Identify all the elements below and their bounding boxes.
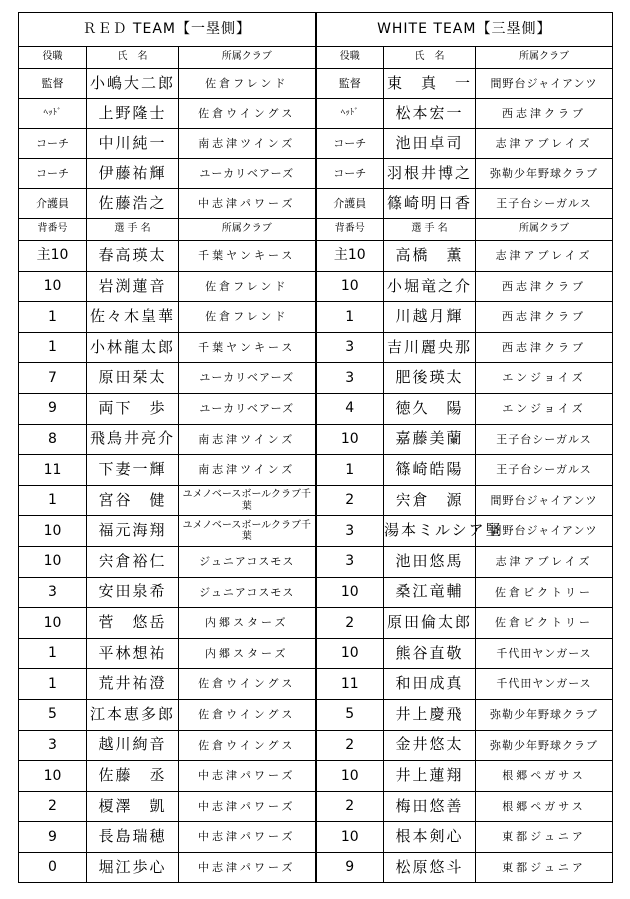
white-staff-role: ﾍｯﾄﾞ [316, 99, 384, 129]
staff-row [19, 159, 613, 189]
white-name-header: 氏 名 [384, 47, 476, 69]
red-player-number: 5 [19, 699, 87, 730]
red-staff-club: 佐倉フレンド [179, 69, 316, 99]
white-staff-name: 東 真 一 [384, 69, 476, 99]
red-player-number: 10 [19, 271, 87, 302]
red-player-name: 春高瑛太 [87, 241, 179, 272]
red-player-number: 10 [19, 546, 87, 577]
white-player-name: 原田倫太郎 [384, 608, 476, 639]
red-staff-club: 南志津ツインズ [179, 129, 316, 159]
player-row [19, 241, 613, 272]
red-team-title: ＲＥＤ TEAM【一塁側】 [19, 13, 316, 47]
staff-header-row [19, 47, 613, 69]
white-player-name: 根本剣心 [384, 822, 476, 853]
white-player-number: 2 [316, 730, 384, 761]
red-staff-role: 介護員 [19, 189, 87, 219]
white-player-name: 金井悠太 [384, 730, 476, 761]
red-player-name: 江本恵多郎 [87, 699, 179, 730]
red-player-name: 小林龍太郎 [87, 332, 179, 363]
staff-row [19, 99, 613, 129]
red-number-header: 背番号 [19, 219, 87, 241]
roster-table [18, 12, 613, 883]
white-player-name: 高橋 薫 [384, 241, 476, 272]
red-player-club: ユメノベースボールクラブ千葉 [179, 485, 316, 516]
red-player-number: 1 [19, 638, 87, 669]
red-player-number: 2 [19, 791, 87, 822]
white-player-club: 間野台ジャイアンツ [476, 485, 613, 516]
red-player-club: 佐倉ウイングス [179, 669, 316, 700]
white-player-name: 吉川麗央那 [384, 332, 476, 363]
red-staff-name: 中川純一 [87, 129, 179, 159]
player-row [19, 485, 613, 516]
white-player-club: 千代田ヤンガース [476, 669, 613, 700]
red-player-name: 榎澤 凱 [87, 791, 179, 822]
red-player-club: 佐倉ウイングス [179, 730, 316, 761]
white-player-club: 志津アブレイズ [476, 241, 613, 272]
white-player-number: 2 [316, 485, 384, 516]
player-row [19, 516, 613, 547]
white-player-club: 東都ジュニア [476, 852, 613, 883]
red-player-name: 岩渕蓮音 [87, 271, 179, 302]
white-player-club: 王子台シーガルス [476, 455, 613, 486]
red-player-club: 南志津ツインズ [179, 424, 316, 455]
white-player-number: 3 [316, 332, 384, 363]
red-staff-club: 中志津パワーズ [179, 189, 316, 219]
white-player-club: 西志津クラブ [476, 332, 613, 363]
white-staff-club: 間野台ジャイアンツ [476, 69, 613, 99]
red-player-number: 9 [19, 822, 87, 853]
white-player-club: 千代田ヤンガース [476, 638, 613, 669]
white-player-club: 間野台ジャイアンツ [476, 516, 613, 547]
red-player-club: 佐倉フレンド [179, 271, 316, 302]
red-player-name: 下妻一輝 [87, 455, 179, 486]
red-player-name: 安田泉希 [87, 577, 179, 608]
player-row [19, 638, 613, 669]
white-player-club: 根郷ペガサス [476, 761, 613, 792]
white-player-club: 王子台シーガルス [476, 424, 613, 455]
red-player-number: 1 [19, 332, 87, 363]
red-player-number: 1 [19, 669, 87, 700]
white-player-club: 東都ジュニア [476, 822, 613, 853]
player-row [19, 363, 613, 394]
white-staff-club: 西志津クラブ [476, 99, 613, 129]
white-player-name: 徳久 陽 [384, 393, 476, 424]
red-player-name: 佐藤 丞 [87, 761, 179, 792]
player-row [19, 577, 613, 608]
red-player-name: 原田栞太 [87, 363, 179, 394]
player-header-row [19, 219, 613, 241]
white-player-club: エンジョイズ [476, 393, 613, 424]
white-player-name: 肥後瑛太 [384, 363, 476, 394]
red-player-club: 中志津パワーズ [179, 791, 316, 822]
red-player-club: ユーカリベアーズ [179, 393, 316, 424]
red-player-name: 荒井祐澄 [87, 669, 179, 700]
white-player-name: 井上慶飛 [384, 699, 476, 730]
white-staff-club: 弥勒少年野球クラブ [476, 159, 613, 189]
white-player-club-header: 所属クラブ [476, 219, 613, 241]
red-player-name: 宍倉裕仁 [87, 546, 179, 577]
white-staff-role: コーチ [316, 129, 384, 159]
white-player-name: 井上蓮翔 [384, 761, 476, 792]
red-player-club-header: 所属クラブ [179, 219, 316, 241]
red-player-name-header: 選 手 名 [87, 219, 179, 241]
red-player-number: 10 [19, 761, 87, 792]
white-staff-name: 篠崎明日香 [384, 189, 476, 219]
red-player-name: 平林想祐 [87, 638, 179, 669]
red-player-name: 越川絢音 [87, 730, 179, 761]
white-player-club: 西志津クラブ [476, 271, 613, 302]
white-staff-role: 介護員 [316, 189, 384, 219]
white-role-header: 役職 [316, 47, 384, 69]
red-player-name: 佐々木皇華 [87, 302, 179, 333]
white-player-name: 桑江竜輔 [384, 577, 476, 608]
white-player-number: 5 [316, 699, 384, 730]
white-staff-club: 志津アブレイズ [476, 129, 613, 159]
red-name-header: 氏 名 [87, 47, 179, 69]
white-player-number: 11 [316, 669, 384, 700]
red-staff-name: 小嶋大二郎 [87, 69, 179, 99]
red-player-club: ジュニアコスモス [179, 546, 316, 577]
red-staff-role: コーチ [19, 159, 87, 189]
red-player-number: 11 [19, 455, 87, 486]
red-club-header: 所属クラブ [179, 47, 316, 69]
red-player-name: 宮谷 健 [87, 485, 179, 516]
white-player-club: 西志津クラブ [476, 302, 613, 333]
player-row [19, 332, 613, 363]
red-player-number: 1 [19, 485, 87, 516]
white-player-name: 嘉藤美蘭 [384, 424, 476, 455]
white-player-name: 小堀竜之介 [384, 271, 476, 302]
player-row [19, 791, 613, 822]
white-player-number: 4 [316, 393, 384, 424]
red-player-club: 中志津パワーズ [179, 822, 316, 853]
player-row [19, 271, 613, 302]
red-staff-name: 佐藤浩之 [87, 189, 179, 219]
red-player-name: 菅 悠岳 [87, 608, 179, 639]
staff-row [19, 189, 613, 219]
red-player-club: ユーカリベアーズ [179, 363, 316, 394]
red-player-name: 長島瑞穂 [87, 822, 179, 853]
player-row [19, 669, 613, 700]
white-player-name: 松原悠斗 [384, 852, 476, 883]
red-staff-club: ユーカリベアーズ [179, 159, 316, 189]
player-row [19, 822, 613, 853]
team-header-row [19, 13, 613, 47]
white-player-number: 10 [316, 424, 384, 455]
white-player-club: 弥勒少年野球クラブ [476, 730, 613, 761]
white-player-club: 佐倉ビクトリー [476, 577, 613, 608]
red-player-club: 佐倉ウイングス [179, 699, 316, 730]
red-player-club: 千葉ヤンキース [179, 241, 316, 272]
player-row [19, 699, 613, 730]
red-player-club: 内郷スターズ [179, 608, 316, 639]
white-player-number: 1 [316, 455, 384, 486]
red-player-club: 中志津パワーズ [179, 761, 316, 792]
white-player-name: 湯本ミルシア堅 [384, 516, 476, 547]
red-player-number: 7 [19, 363, 87, 394]
red-player-number: 10 [19, 516, 87, 547]
white-player-number: 10 [316, 577, 384, 608]
white-player-club: 志津アブレイズ [476, 546, 613, 577]
red-staff-role: ﾍｯﾄﾞ [19, 99, 87, 129]
player-row [19, 393, 613, 424]
white-player-name: 梅田悠善 [384, 791, 476, 822]
red-player-number: 1 [19, 302, 87, 333]
white-player-name: 篠崎皓陽 [384, 455, 476, 486]
white-player-name: 池田悠馬 [384, 546, 476, 577]
white-player-number: 主10 [316, 241, 384, 272]
red-player-number: 10 [19, 608, 87, 639]
player-row [19, 761, 613, 792]
red-player-number: 主10 [19, 241, 87, 272]
player-row [19, 546, 613, 577]
red-staff-role: コーチ [19, 129, 87, 159]
player-row [19, 608, 613, 639]
red-staff-club: 佐倉ウイングス [179, 99, 316, 129]
white-player-number: 1 [316, 302, 384, 333]
white-player-number: 2 [316, 791, 384, 822]
white-club-header: 所属クラブ [476, 47, 613, 69]
white-player-number: 10 [316, 822, 384, 853]
red-staff-name: 伊藤祐輝 [87, 159, 179, 189]
white-player-club: 根郷ペガサス [476, 791, 613, 822]
red-staff-name: 上野隆士 [87, 99, 179, 129]
white-player-number: 3 [316, 546, 384, 577]
white-staff-club: 王子台シーガルス [476, 189, 613, 219]
white-player-name: 熊谷直敬 [384, 638, 476, 669]
white-player-number: 3 [316, 363, 384, 394]
red-player-number: 9 [19, 393, 87, 424]
white-player-number: 3 [316, 516, 384, 547]
white-player-number: 10 [316, 761, 384, 792]
white-player-number: 9 [316, 852, 384, 883]
staff-row [19, 69, 613, 99]
red-player-number: 3 [19, 730, 87, 761]
white-staff-name: 池田卓司 [384, 129, 476, 159]
red-player-club: ユメノベースボールクラブ千葉 [179, 516, 316, 547]
red-player-number: 8 [19, 424, 87, 455]
white-player-club: エンジョイズ [476, 363, 613, 394]
white-player-name: 宍倉 源 [384, 485, 476, 516]
red-player-club: 中志津パワーズ [179, 852, 316, 883]
white-team-title: WHITE TEAM【三塁側】 [316, 13, 613, 47]
red-player-club: ジュニアコスモス [179, 577, 316, 608]
white-player-name: 和田成真 [384, 669, 476, 700]
red-player-number: 3 [19, 577, 87, 608]
red-player-club: 内郷スターズ [179, 638, 316, 669]
player-row [19, 424, 613, 455]
staff-row [19, 129, 613, 159]
white-player-name: 川越月輝 [384, 302, 476, 333]
white-player-number: 2 [316, 608, 384, 639]
white-player-name-header: 選 手 名 [384, 219, 476, 241]
red-role-header: 役職 [19, 47, 87, 69]
white-staff-name: 松本宏一 [384, 99, 476, 129]
white-player-club: 佐倉ビクトリー [476, 608, 613, 639]
white-staff-role: コーチ [316, 159, 384, 189]
player-row [19, 455, 613, 486]
player-row [19, 730, 613, 761]
red-player-name: 飛鳥井亮介 [87, 424, 179, 455]
red-player-name: 堀江歩心 [87, 852, 179, 883]
red-player-name: 福元海翔 [87, 516, 179, 547]
red-player-number: 0 [19, 852, 87, 883]
player-row [19, 302, 613, 333]
white-player-number: 10 [316, 638, 384, 669]
red-player-club: 佐倉フレンド [179, 302, 316, 333]
white-staff-role: 監督 [316, 69, 384, 99]
player-row [19, 852, 613, 883]
white-staff-name: 羽根井博之 [384, 159, 476, 189]
red-player-club: 千葉ヤンキース [179, 332, 316, 363]
red-staff-role: 監督 [19, 69, 87, 99]
white-player-club: 弥勒少年野球クラブ [476, 699, 613, 730]
white-number-header: 背番号 [316, 219, 384, 241]
red-player-club: 南志津ツインズ [179, 455, 316, 486]
white-player-number: 10 [316, 271, 384, 302]
red-player-name: 両下 歩 [87, 393, 179, 424]
